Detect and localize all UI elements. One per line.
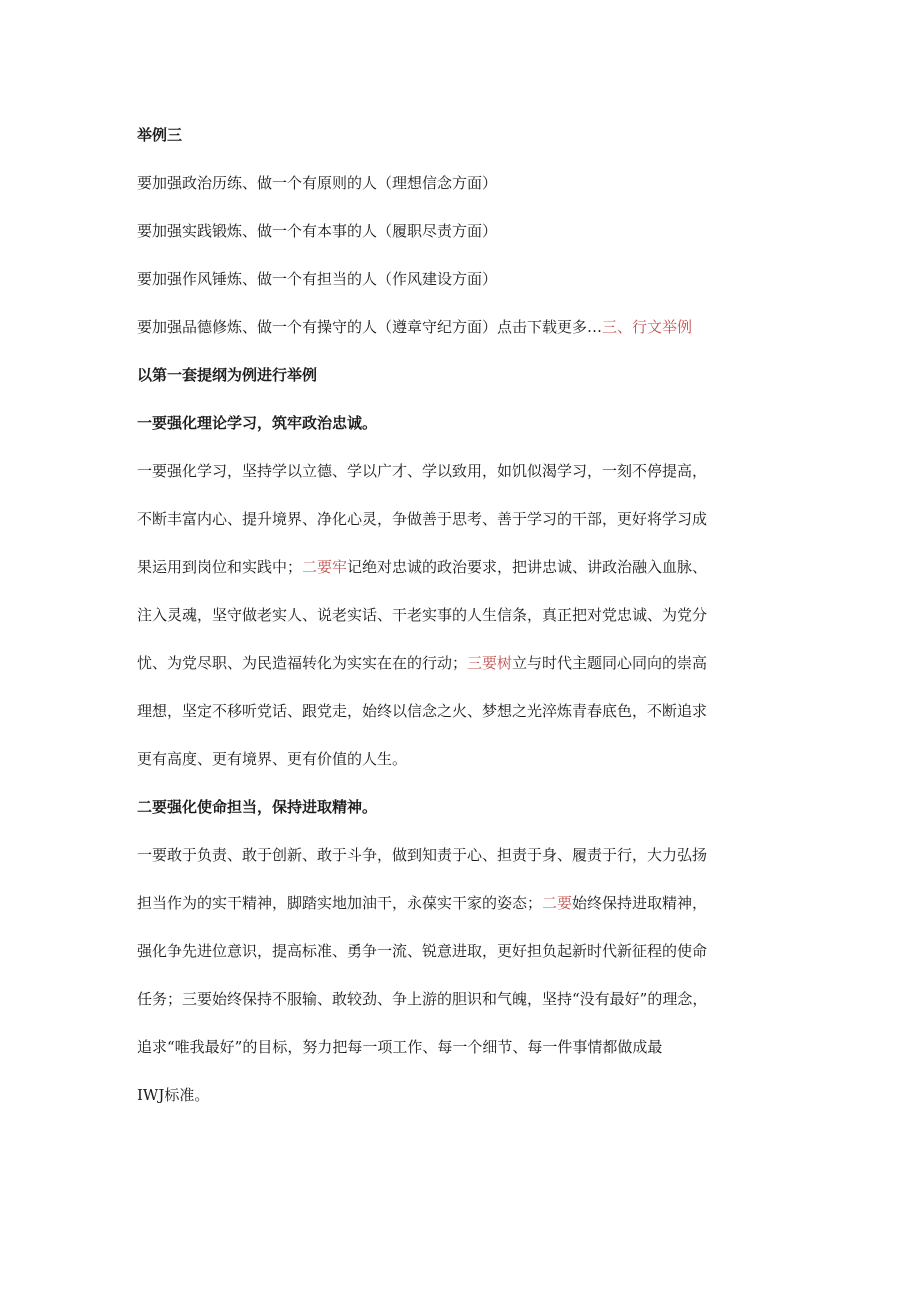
text-span: 果运用到岗位和实践中；: [137, 558, 303, 576]
section-1-line: 注入灵魂，坚守做老实人、说老实话、干老实事的人生信条，真正把对党忠诚、为党分: [137, 606, 708, 624]
download-more-link[interactable]: 三、行文举例: [602, 318, 693, 336]
highlight-span: 二要牢: [302, 558, 348, 576]
list-item: 要加强政治历练、做一个有原则的人（理想信念方面）: [137, 174, 498, 192]
list-item: [137, 317, 692, 337]
section-1-title: 一要强化理论学习，筑牢政治忠诚。: [137, 414, 378, 432]
section-2-line: 一要敢于负责、敢于创新、敢于斗争，做到知责于心、担责于身、履责于行，大力弘扬: [137, 846, 708, 864]
section-2-line: [137, 893, 707, 913]
section-1-line: 更有高度、更有境界、更有价值的人生。: [137, 750, 408, 768]
text-span: 忧、为党尽职、为民造福转化为实实在在的行动；: [137, 654, 468, 672]
section-2-line: 追求“唯我最好”的目标，努力把每一项工作、每一个细节、每一件事情都做成最: [137, 1038, 663, 1056]
highlight-span: 三要树: [467, 654, 513, 672]
text-span: 担当作为的实干精神，脚踏实地加油干，永葆实干家的姿态；: [137, 894, 543, 912]
text-span: 记绝对忠诚的政治要求，把讲忠诚、讲政治融入血脉、: [347, 558, 708, 576]
section-1-line: 一要强化学习，坚持学以立德、学以广才、学以致用，如饥似渴学习，一刻不停提高，: [137, 462, 708, 480]
section-2-line: 任务；三要始终保持不服输、敢较劲、争上游的胆识和气魄，坚持“没有最好”的理念，: [137, 990, 708, 1008]
text-span: 立与时代主题同心同向的崇高: [512, 654, 708, 672]
list-item: 要加强作风锤炼、做一个有担当的人（作风建设方面）: [137, 270, 498, 288]
section-2-line: 强化争先进位意识，提高标准、勇争一流、锐意进取，更好担负起新时代新征程的使命: [137, 942, 708, 960]
heading-intro: 以第一套提纲为例进行举例: [137, 366, 318, 384]
section-2-line: IWJ标准。: [137, 1086, 210, 1104]
highlight-span: 二要: [542, 894, 573, 912]
section-1-line: [137, 653, 707, 673]
section-1-line: 理想，坚定不移听党话、跟党走，始终以信念之火、梦想之光淬炼青春底色，不断追求: [137, 702, 708, 720]
list-item-text: 要加强品德修炼、做一个有操守的人（遵章守纪方面）点击下载更多…: [137, 318, 603, 336]
section-2-title: 二要强化使命担当，保持进取精神。: [137, 798, 378, 816]
heading-example-3: 举例三: [137, 126, 183, 144]
section-1-line: [137, 557, 707, 577]
text-span: 始终保持进取精神，: [572, 894, 708, 912]
list-item: 要加强实践锻炼、做一个有本事的人（履职尽责方面）: [137, 222, 498, 240]
section-1-line: 不断丰富内心、提升境界、净化心灵，争做善于思考、善于学习的干部，更好将学习成: [137, 510, 708, 528]
